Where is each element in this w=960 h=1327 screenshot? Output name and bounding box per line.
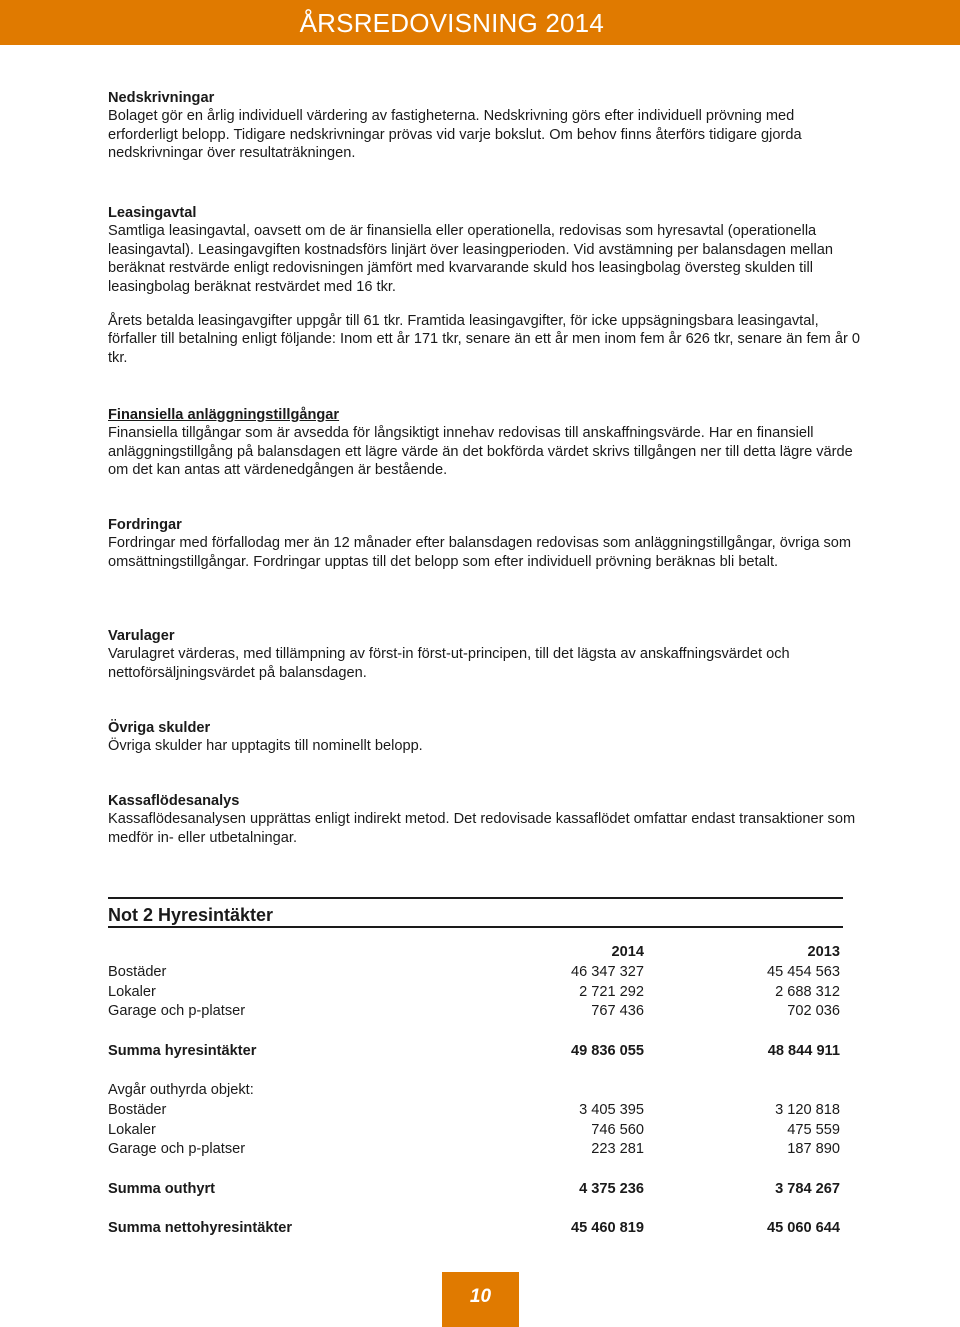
section-finansiella-anlaggningstillgangar [108, 406, 868, 480]
value-2013: 48 844 911 [767, 1043, 840, 1059]
row-label: Bostäder [108, 964, 167, 980]
section-heading: Leasingavtal [108, 205, 197, 221]
table-row-subheading [108, 1080, 843, 1100]
section-varulager [108, 627, 868, 682]
value-2014: 2 721 292 [579, 984, 644, 1000]
table-header-row [108, 942, 843, 962]
value-2014: 3 405 395 [579, 1102, 644, 1118]
value-2013: 475 559 [787, 1122, 840, 1138]
table-row [108, 1139, 843, 1159]
page-header-bar [0, 0, 960, 45]
section-paragraph: Samtliga leasingavtal, oavsett om de är finansiella eller operationella, redovisas som hyresavtal (operationella leasingavtal). Leasingavgiften kostnadsförs linjärt över leasingperioden. Vid avstämning per balansdagen mellan beräknat restvärde enligt redovisningen jämfört med kvarvarande skuld hos leasingbolag översteg skulden till leasingbolag beräknat restvärdet med 16 tkr. [108, 223, 833, 295]
value-2013: 187 890 [787, 1141, 840, 1157]
section-fordringar [108, 516, 868, 571]
row-label: Summa outhyrt [108, 1181, 216, 1197]
value-2013: 2 688 312 [775, 984, 840, 1000]
row-label: Bostäder [108, 1102, 167, 1118]
value-2013: 45 454 563 [766, 964, 840, 980]
row-label: Lokaler [108, 984, 156, 1000]
table-row [108, 962, 843, 982]
table-row-total [108, 1041, 843, 1061]
table-row [108, 1001, 843, 1021]
section-nedskrivningar [108, 89, 868, 163]
section-heading: Kassaflödesanalys [108, 793, 240, 809]
section-paragraph: Bolaget gör en årlig individuell värdering av fastigheterna. Nedskrivning görs efter individuell prövning med erforderligt belopp. Tidigare nedskrivningar prövas vid varje bokslut. Om behov finns återförs tidigare gjorda nedskrivningar över resultaträkningen. [108, 108, 802, 162]
year-2014-header: 2014 [611, 944, 644, 960]
section-kassaflodesanalys [108, 792, 868, 847]
row-label: Garage och p-platser [108, 1141, 246, 1157]
value-2014: 45 460 819 [570, 1220, 644, 1236]
table-row [108, 982, 843, 1002]
value-2014: 767 436 [591, 1003, 644, 1019]
value-2013: 3 120 818 [775, 1102, 840, 1118]
section-heading: Varulager [108, 628, 175, 644]
value-2014: 49 836 055 [570, 1043, 644, 1059]
section-heading: Fordringar [108, 517, 182, 533]
table-row [108, 1120, 843, 1140]
value-2014: 46 347 327 [570, 964, 644, 980]
row-label: Lokaler [108, 1122, 156, 1138]
section-paragraph: Kassaflödesanalysen upprättas enligt indirekt metod. Det redovisade kassaflödet omfattar endast transaktioner som medför in- eller utbetalningar. [108, 811, 856, 846]
section-leasingavtal [108, 204, 868, 367]
page-number-box [442, 1272, 519, 1327]
value-2014: 4 375 236 [579, 1181, 644, 1197]
section-paragraph: Övriga skulder har upptagits till nominellt belopp. [108, 738, 423, 755]
table-row-grand-total [108, 1218, 843, 1238]
note-title: Not 2 Hyresintäkter [108, 897, 843, 928]
page-number: 10 [469, 1286, 492, 1307]
section-paragraph: Finansiella tillgångar som är avsedda för långsiktigt innehav redovisas till anskaffningsvärde. Har en finansiell anläggningstillgång på balansdagen ett lägre värde än det bokförda värdet skrivs tillgången ner till detta lägre värde om det kan antas att värdenedgången är bestående. [108, 425, 853, 479]
value-2013: 45 060 644 [766, 1220, 840, 1236]
value-2013: 3 784 267 [775, 1181, 840, 1197]
section-heading: Övriga skulder [108, 720, 211, 736]
value-2014: 746 560 [591, 1122, 644, 1138]
section-heading: Finansiella anläggningstillgångar [108, 407, 340, 423]
row-label: Avgår outhyrda objekt: [108, 1082, 254, 1098]
table-row [108, 1100, 843, 1120]
year-2013-header: 2013 [807, 944, 840, 960]
row-label: Summa nettohyresintäkter [108, 1220, 293, 1236]
section-paragraph: Årets betalda leasingavgifter uppgår till 61 tkr. Framtida leasingavgifter, för icke uppsägningsbara leasingavtal, förfaller till betalning enligt följande: Inom ett år 171 tkr, senare än ett år men inom fem år 626 tkr, senare än fem år 0 tkr. [108, 313, 860, 366]
row-label: Summa hyresintäkter [108, 1043, 257, 1059]
section-paragraph: Varulagret värderas, med tillämpning av först-in först-ut-principen, till det lägsta av anskaffningsvärdet och nettoförsäljningsvärdet på balansdagen. [108, 646, 790, 681]
value-2013: 702 036 [787, 1003, 840, 1019]
document-title: ÅRSREDOVISNING 2014 [299, 8, 604, 38]
section-paragraph: Fordringar med förfallodag mer än 12 månader efter balansdagen redovisas som anläggningstillgångar, övriga som omsättningstillgångar. Fordringar upptas till det belopp som efter individuell prövning beräknas bli betalt. [108, 535, 852, 570]
value-2014: 223 281 [591, 1141, 644, 1157]
row-label: Garage och p-platser [108, 1003, 246, 1019]
table-row-total [108, 1179, 843, 1199]
section-ovriga-skulder [108, 719, 868, 756]
section-heading: Nedskrivningar [108, 90, 215, 106]
